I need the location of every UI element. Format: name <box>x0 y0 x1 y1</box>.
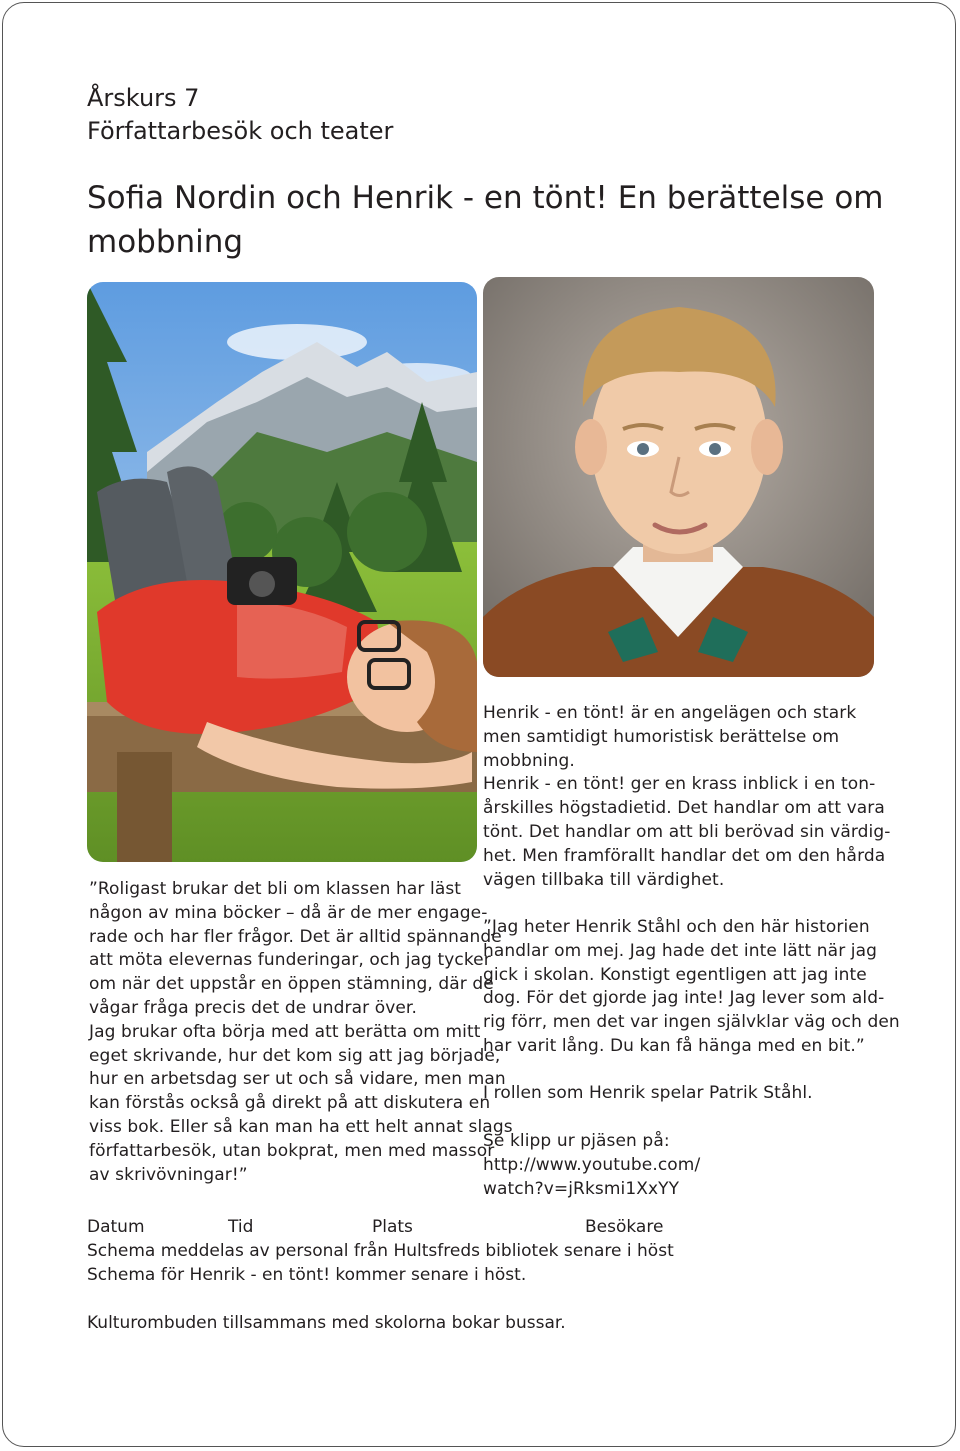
schedule-row <box>87 1239 787 1263</box>
text-line: men samtidigt humoristisk berättelse om <box>483 726 840 747</box>
column-header-besokare: Besökare <box>585 1217 664 1237</box>
column-header-tid: Tid <box>228 1217 254 1237</box>
text-line: vägen tillbaka till värdighet. <box>483 869 725 890</box>
text-line: gick i skolan. Konstigt egentligen att jag inte <box>483 964 867 985</box>
clip-block <box>483 1130 700 1201</box>
schedule-row-text: Schema meddelas av personal från Hultsfreds bibliotek senare i höst <box>87 1241 674 1261</box>
text-line: handlar om mej. Jag hade det inte lätt när jag <box>483 940 878 961</box>
text-line: vågar fråga precis det de undrar över. <box>89 997 417 1018</box>
henrik-quote-text <box>483 916 900 1059</box>
schedule-row <box>87 1263 787 1287</box>
clip-link[interactable]: http://www.youtube.com/ <box>483 1154 701 1175</box>
schedule-header-row <box>87 1215 787 1239</box>
text-line: eget skrivande, hur det kom sig att jag började, <box>89 1045 501 1066</box>
text-line: författarbesök, utan bokprat, men med massor <box>89 1140 495 1161</box>
category-label: Författarbesök och teater <box>87 117 394 145</box>
text-line: årskilles högstadietid. Det handlar om att vara <box>483 798 885 819</box>
text-line: het. Men framförallt handlar det om den hårda <box>483 845 886 866</box>
text-line: viss bok. Eller så kan man ha ett helt annat slags <box>89 1116 513 1137</box>
clip-link[interactable]: watch?v=jRksmi1XxYY <box>483 1178 680 1199</box>
author-photo-sofia <box>87 282 477 862</box>
title-line-2: mobbning <box>87 224 244 260</box>
column-header-datum: Datum <box>87 1217 145 1237</box>
text-line: Jag brukar ofta börja med att berätta om mitt <box>89 1021 481 1042</box>
text-line: ”Jag heter Henrik Ståhl och den här historien <box>483 917 870 937</box>
sofia-quote-text <box>89 878 513 1187</box>
schedule-table <box>87 1215 787 1287</box>
text-line: rade och har fler frågor. Det är alltid spännande <box>89 926 502 947</box>
text-line: tönt. Det handlar om att bli berövad sin värdig- <box>483 821 891 842</box>
column-header-plats: Plats <box>372 1217 413 1237</box>
text-line: om när det uppstår en öppen stämning, där de <box>89 974 494 995</box>
text-line: rig förr, men det var ingen självklar väg och den <box>483 1012 900 1033</box>
text-line: av skrivövningar!” <box>89 1164 248 1185</box>
text-line: Henrik - en tönt! ger en krass inblick i en ton- <box>483 774 876 795</box>
title-line-1: Sofia Nordin och Henrik - en tönt! En berättelse om <box>87 180 884 216</box>
clip-intro: Se klipp ur pjäsen på: <box>483 1131 670 1151</box>
schedule-row-text: Schema för Henrik - en tönt! kommer senare i höst. <box>87 1265 527 1285</box>
text-line: någon av mina böcker – då är de mer engage- <box>89 902 488 923</box>
page-title <box>87 176 907 264</box>
henrik-intro-text <box>483 702 891 892</box>
text-line: har varit lång. Du kan få hänga med en bit.” <box>483 1035 865 1056</box>
text-line: Henrik - en tönt! är en angelägen och stark <box>483 703 857 723</box>
bus-note: Kulturombuden tillsammans med skolorna bokar bussar. <box>87 1313 566 1333</box>
actor-photo-henrik <box>483 277 874 677</box>
role-text: I rollen som Henrik spelar Patrik Ståhl. <box>483 1083 813 1103</box>
text-line: att möta elevernas funderingar, och jag tycker <box>89 950 491 971</box>
text-line: kan förstås också gå direkt på att diskutera en <box>89 1093 491 1114</box>
text-line: mobbning. <box>483 750 575 771</box>
header-block <box>87 82 393 148</box>
text-line: hur en arbetsdag ser ut och så vidare, men man <box>89 1069 506 1090</box>
text-line: dog. För det gjorde jag inte! Jag lever som ald- <box>483 988 885 1009</box>
text-line: ”Roligast brukar det bli om klassen har läst <box>89 879 462 899</box>
grade-label: Årskurs 7 <box>87 84 200 112</box>
